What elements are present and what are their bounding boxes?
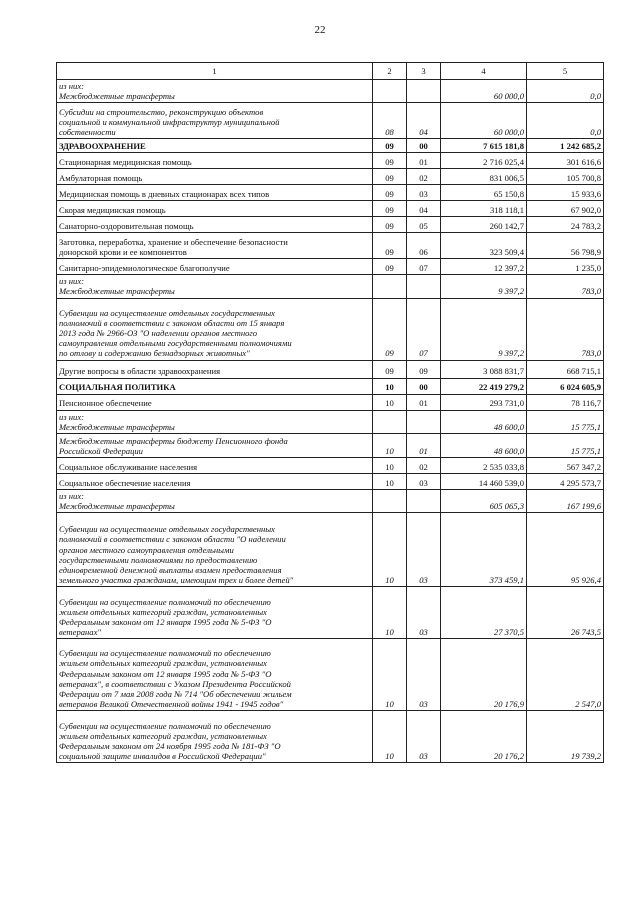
section-code-cell [373,410,407,433]
subsection-code-cell: 03 [407,473,441,489]
row-name-cell [57,275,373,298]
subsection-code-cell: 09 [407,360,441,378]
row-name-cell [57,639,373,711]
row-name-line: государственными полномочиями по предоставлению [59,554,258,565]
row-name-line: Межбюджетные трансферты [59,91,175,102]
row-name-line: Амбулаторная помощь [59,173,143,184]
amount-subvention-cell: 67 902,0 [527,201,604,217]
row-name-line: Субвенции на осуществление полномочий по обеспечению [59,648,271,659]
table-row [57,394,604,410]
amount-total-cell: 2 535 033,8 [441,457,527,473]
subsection-code-cell: 02 [407,457,441,473]
header-cell-4: 4 [441,63,527,80]
subsection-code-cell: 00 [407,139,441,153]
row-name-cell [57,185,373,201]
section-row [57,378,604,394]
table-row [57,360,604,378]
section-row [57,139,604,153]
amount-total-cell: 373 459,1 [441,513,527,587]
subsection-code-cell [407,275,441,298]
section-code-cell: 09 [373,185,407,201]
table-row [57,233,604,259]
row-name-line: социальной защите инвалидов в Российской Федерации" [59,750,266,761]
row-name-line: земельного участка гражданам, имеющим трех и более детей" [59,574,294,585]
row-name-cell [57,80,373,103]
row-name-line: донорской крови и ее компонентов [59,247,187,258]
row-name-line: Межбюджетные трансферты [59,421,175,432]
row-name-cell [57,457,373,473]
table-row [57,489,604,512]
section-code-cell: 09 [373,259,407,275]
subsection-code-cell: 02 [407,169,441,185]
row-name-line: Другие вопросы в области здравоохранения [59,366,221,377]
row-name-cell [57,259,373,275]
table-row [57,259,604,275]
table-row [57,275,604,298]
row-name-line: Межбюджетные трансферты [59,286,175,297]
amount-total-cell: 48 600,0 [441,410,527,433]
amount-total-cell: 293 731,0 [441,394,527,410]
amount-total-cell: 831 006,5 [441,169,527,185]
page-number: 22 [314,24,326,36]
row-name-cell [57,201,373,217]
row-name-cell [57,298,373,360]
row-name-line: жильем отдельных категорий граждан, установленных [59,606,267,617]
amount-total-cell: 2 716 025,4 [441,153,527,169]
row-name-line: органов местного самоуправления отдельными [59,544,234,555]
amount-total-cell: 20 176,2 [441,711,527,763]
section-code-cell: 09 [373,153,407,169]
row-name-cell [57,360,373,378]
table-row [57,217,604,233]
table-body [57,80,604,763]
row-name-line: полномочий в соответствии с законом области от 15 января [59,318,285,328]
row-name-line: Субвенции на осуществление полномочий по обеспечению [59,720,271,731]
row-name-cell [57,410,373,433]
table-row [57,433,604,457]
section-code-cell: 09 [373,139,407,153]
table-row [57,153,604,169]
row-name-line: Федеральным законом от 24 ноября 1995 года № 181-ФЗ "О [59,740,281,751]
row-name-cell [57,103,373,139]
amount-total-cell: 27 370,5 [441,587,527,639]
row-name-cell [57,233,373,259]
table-row [57,80,604,103]
subsection-code-cell: 03 [407,587,441,639]
amount-subvention-cell: 668 715,1 [527,360,604,378]
amount-subvention-cell: 24 783,2 [527,217,604,233]
amount-subvention-cell: 26 743,5 [527,587,604,639]
header-cell-1: 1 [57,63,373,80]
row-name-line: Российской Федерации [59,445,143,456]
row-name-cell [57,489,373,512]
amount-subvention-cell: 0,0 [527,80,604,103]
row-name-line: 2013 года № 2966-ОЗ "О наделении органов местного [59,328,258,339]
amount-subvention-cell: 1 242 685,2 [527,139,604,153]
row-name-line: Субвенции на осуществление отдельных государственных [59,307,275,318]
row-name-line: СОЦИАЛЬНАЯ ПОЛИТИКА [59,382,176,393]
amount-subvention-cell: 4 295 573,7 [527,473,604,489]
row-name-line: Межбюджетные трансферты бюджету Пенсионного фонда [59,435,288,446]
header-cell-5: 5 [527,63,604,80]
section-code-cell: 09 [373,217,407,233]
subsection-code-cell [407,410,441,433]
amount-total-cell: 323 509,4 [441,233,527,259]
subsection-code-cell: 04 [407,103,441,139]
section-code-cell: 10 [373,457,407,473]
amount-total-cell: 48 600,0 [441,433,527,457]
section-code-cell [373,275,407,298]
amount-total-cell: 9 397,2 [441,275,527,298]
section-code-cell: 10 [373,473,407,489]
row-name-line: жильем отдельных категорий граждан, установленных [59,658,267,669]
subsection-code-cell: 07 [407,259,441,275]
section-code-cell: 10 [373,587,407,639]
row-name-cell [57,153,373,169]
table-row [57,298,604,360]
section-code-cell: 10 [373,711,407,763]
table-row [57,457,604,473]
subsection-code-cell: 01 [407,433,441,457]
section-code-cell: 10 [373,433,407,457]
table-row [57,410,604,433]
table-row [57,473,604,489]
row-name-line: ветеранах", в соответствии с Указом Президента Российской [59,678,291,689]
row-name-cell [57,378,373,394]
section-code-cell: 09 [373,233,407,259]
row-name-line: ветеранов Великой Отечественной войны 1941 - 1945 годов" [59,698,284,709]
table-row [57,103,604,139]
subsection-code-cell: 03 [407,639,441,711]
row-name-line: Субвенции на осуществление отдельных государственных [59,524,275,535]
table-row [57,169,604,185]
table-row [57,185,604,201]
amount-subvention-cell: 567 347,2 [527,457,604,473]
subsection-code-cell: 03 [407,185,441,201]
amount-subvention-cell: 167 199,6 [527,489,604,512]
row-name-line: Санитарно-эпидемиологическое благополучие [59,263,230,274]
section-code-cell: 10 [373,513,407,587]
row-name-cell [57,473,373,489]
row-name-line: полномочий в соответствии с законом области "О наделении [59,534,286,545]
row-name-line: ветеранах" [59,626,102,637]
section-code-cell: 08 [373,103,407,139]
section-code-cell: 09 [373,169,407,185]
section-code-cell [373,80,407,103]
header-cell-2: 2 [373,63,407,80]
amount-total-cell: 60 000,0 [441,80,527,103]
row-name-line: Медицинская помощь в дневных стационарах всех типов [59,189,270,200]
amount-subvention-cell: 1 235,0 [527,259,604,275]
section-code-cell: 09 [373,360,407,378]
amount-total-cell: 12 397,2 [441,259,527,275]
row-name-cell [57,711,373,763]
row-name-line: собственности [59,127,116,138]
row-name-line: Санаторно-оздоровительная помощь [59,221,194,232]
amount-subvention-cell: 783,0 [527,298,604,360]
subsection-code-cell: 06 [407,233,441,259]
amount-total-cell: 9 397,2 [441,298,527,360]
subsection-code-cell: 04 [407,201,441,217]
row-name-line: Субсидии на строительство, реконструкцию объектов [59,106,264,117]
amount-total-cell: 22 419 279,2 [441,378,527,394]
row-name-line: из них: [59,276,85,287]
section-code-cell: 09 [373,201,407,217]
row-name-line: из них: [59,490,85,501]
subsection-code-cell: 03 [407,711,441,763]
amount-subvention-cell: 2 547,0 [527,639,604,711]
amount-subvention-cell: 301 616,6 [527,153,604,169]
table-row [57,201,604,217]
row-name-cell [57,394,373,410]
row-name-line: Субвенции на осуществление полномочий по обеспечению [59,596,271,607]
header-cell-3: 3 [407,63,441,80]
row-name-line: Социальное обеспечение населения [59,477,191,488]
table-row [57,587,604,639]
budget-table [56,62,604,763]
amount-subvention-cell: 78 116,7 [527,394,604,410]
row-name-line: жильем отдельных категорий граждан, установленных [59,730,267,741]
subsection-code-cell: 01 [407,153,441,169]
row-name-line: Стационарная медицинская помощь [59,157,192,168]
row-name-line: ЗДРАВООХРАНЕНИЕ [59,141,146,152]
header-row [57,63,604,80]
row-name-cell [57,217,373,233]
amount-total-cell: 3 088 831,7 [441,360,527,378]
subsection-code-cell [407,80,441,103]
row-name-line: Заготовка, переработка, хранение и обеспечение безопасности [59,237,288,247]
row-name-cell [57,139,373,153]
amount-total-cell: 20 176,9 [441,639,527,711]
row-name-line: Социальное обслуживание населения [59,461,198,472]
row-name-line: самоуправления отдельными государственными полномочиями [59,338,292,349]
subsection-code-cell: 01 [407,394,441,410]
row-name-line: из них: [59,81,85,91]
amount-subvention-cell: 15 775,1 [527,433,604,457]
section-code-cell: 10 [373,639,407,711]
amount-subvention-cell: 0,0 [527,103,604,139]
amount-subvention-cell: 95 926,4 [527,513,604,587]
amount-total-cell: 7 615 181,8 [441,139,527,153]
row-name-cell [57,433,373,457]
row-name-line: по отлову и содержанию безнадзорных животных" [59,348,250,359]
row-name-line: Межбюджетные трансферты [59,500,175,511]
amount-subvention-cell: 105 700,8 [527,169,604,185]
row-name-line: Пенсионное обеспечение [59,398,152,409]
table-row [57,513,604,587]
subsection-code-cell [407,489,441,512]
row-name-line: Федеральным законом от 12 января 1995 года № 5-ФЗ "О [59,616,272,627]
amount-total-cell: 318 118,1 [441,201,527,217]
section-code-cell [373,489,407,512]
amount-subvention-cell: 783,0 [527,275,604,298]
row-name-line: Федеральным законом от 12 января 1995 года № 5-ФЗ "О [59,668,272,679]
row-name-cell [57,587,373,639]
row-name-cell [57,169,373,185]
row-name-line: Скорая медицинская помощь [59,205,166,216]
amount-total-cell: 260 142,7 [441,217,527,233]
table-row [57,711,604,763]
row-name-line: единовременной денежной выплаты взамен предоставления [59,564,282,575]
subsection-code-cell: 00 [407,378,441,394]
row-name-line: социальной и коммунальной инфраструктур муниципальной [59,117,280,127]
row-name-line: из них: [59,411,85,422]
section-code-cell: 09 [373,298,407,360]
amount-subvention-cell: 19 739,2 [527,711,604,763]
amount-total-cell: 605 065,3 [441,489,527,512]
row-name-line: Федерации от 7 мая 2008 года № 714 "Об обеспечении жильем [59,688,292,699]
table-row [57,639,604,711]
amount-total-cell: 65 150,8 [441,185,527,201]
row-name-cell [57,513,373,587]
amount-total-cell: 60 000,0 [441,103,527,139]
amount-subvention-cell: 6 024 605,9 [527,378,604,394]
section-code-cell: 10 [373,378,407,394]
section-code-cell: 10 [373,394,407,410]
subsection-code-cell: 07 [407,298,441,360]
amount-total-cell: 14 460 539,0 [441,473,527,489]
subsection-code-cell: 05 [407,217,441,233]
amount-subvention-cell: 56 798,9 [527,233,604,259]
amount-subvention-cell: 15 933,6 [527,185,604,201]
amount-subvention-cell: 15 775,1 [527,410,604,433]
subsection-code-cell: 03 [407,513,441,587]
